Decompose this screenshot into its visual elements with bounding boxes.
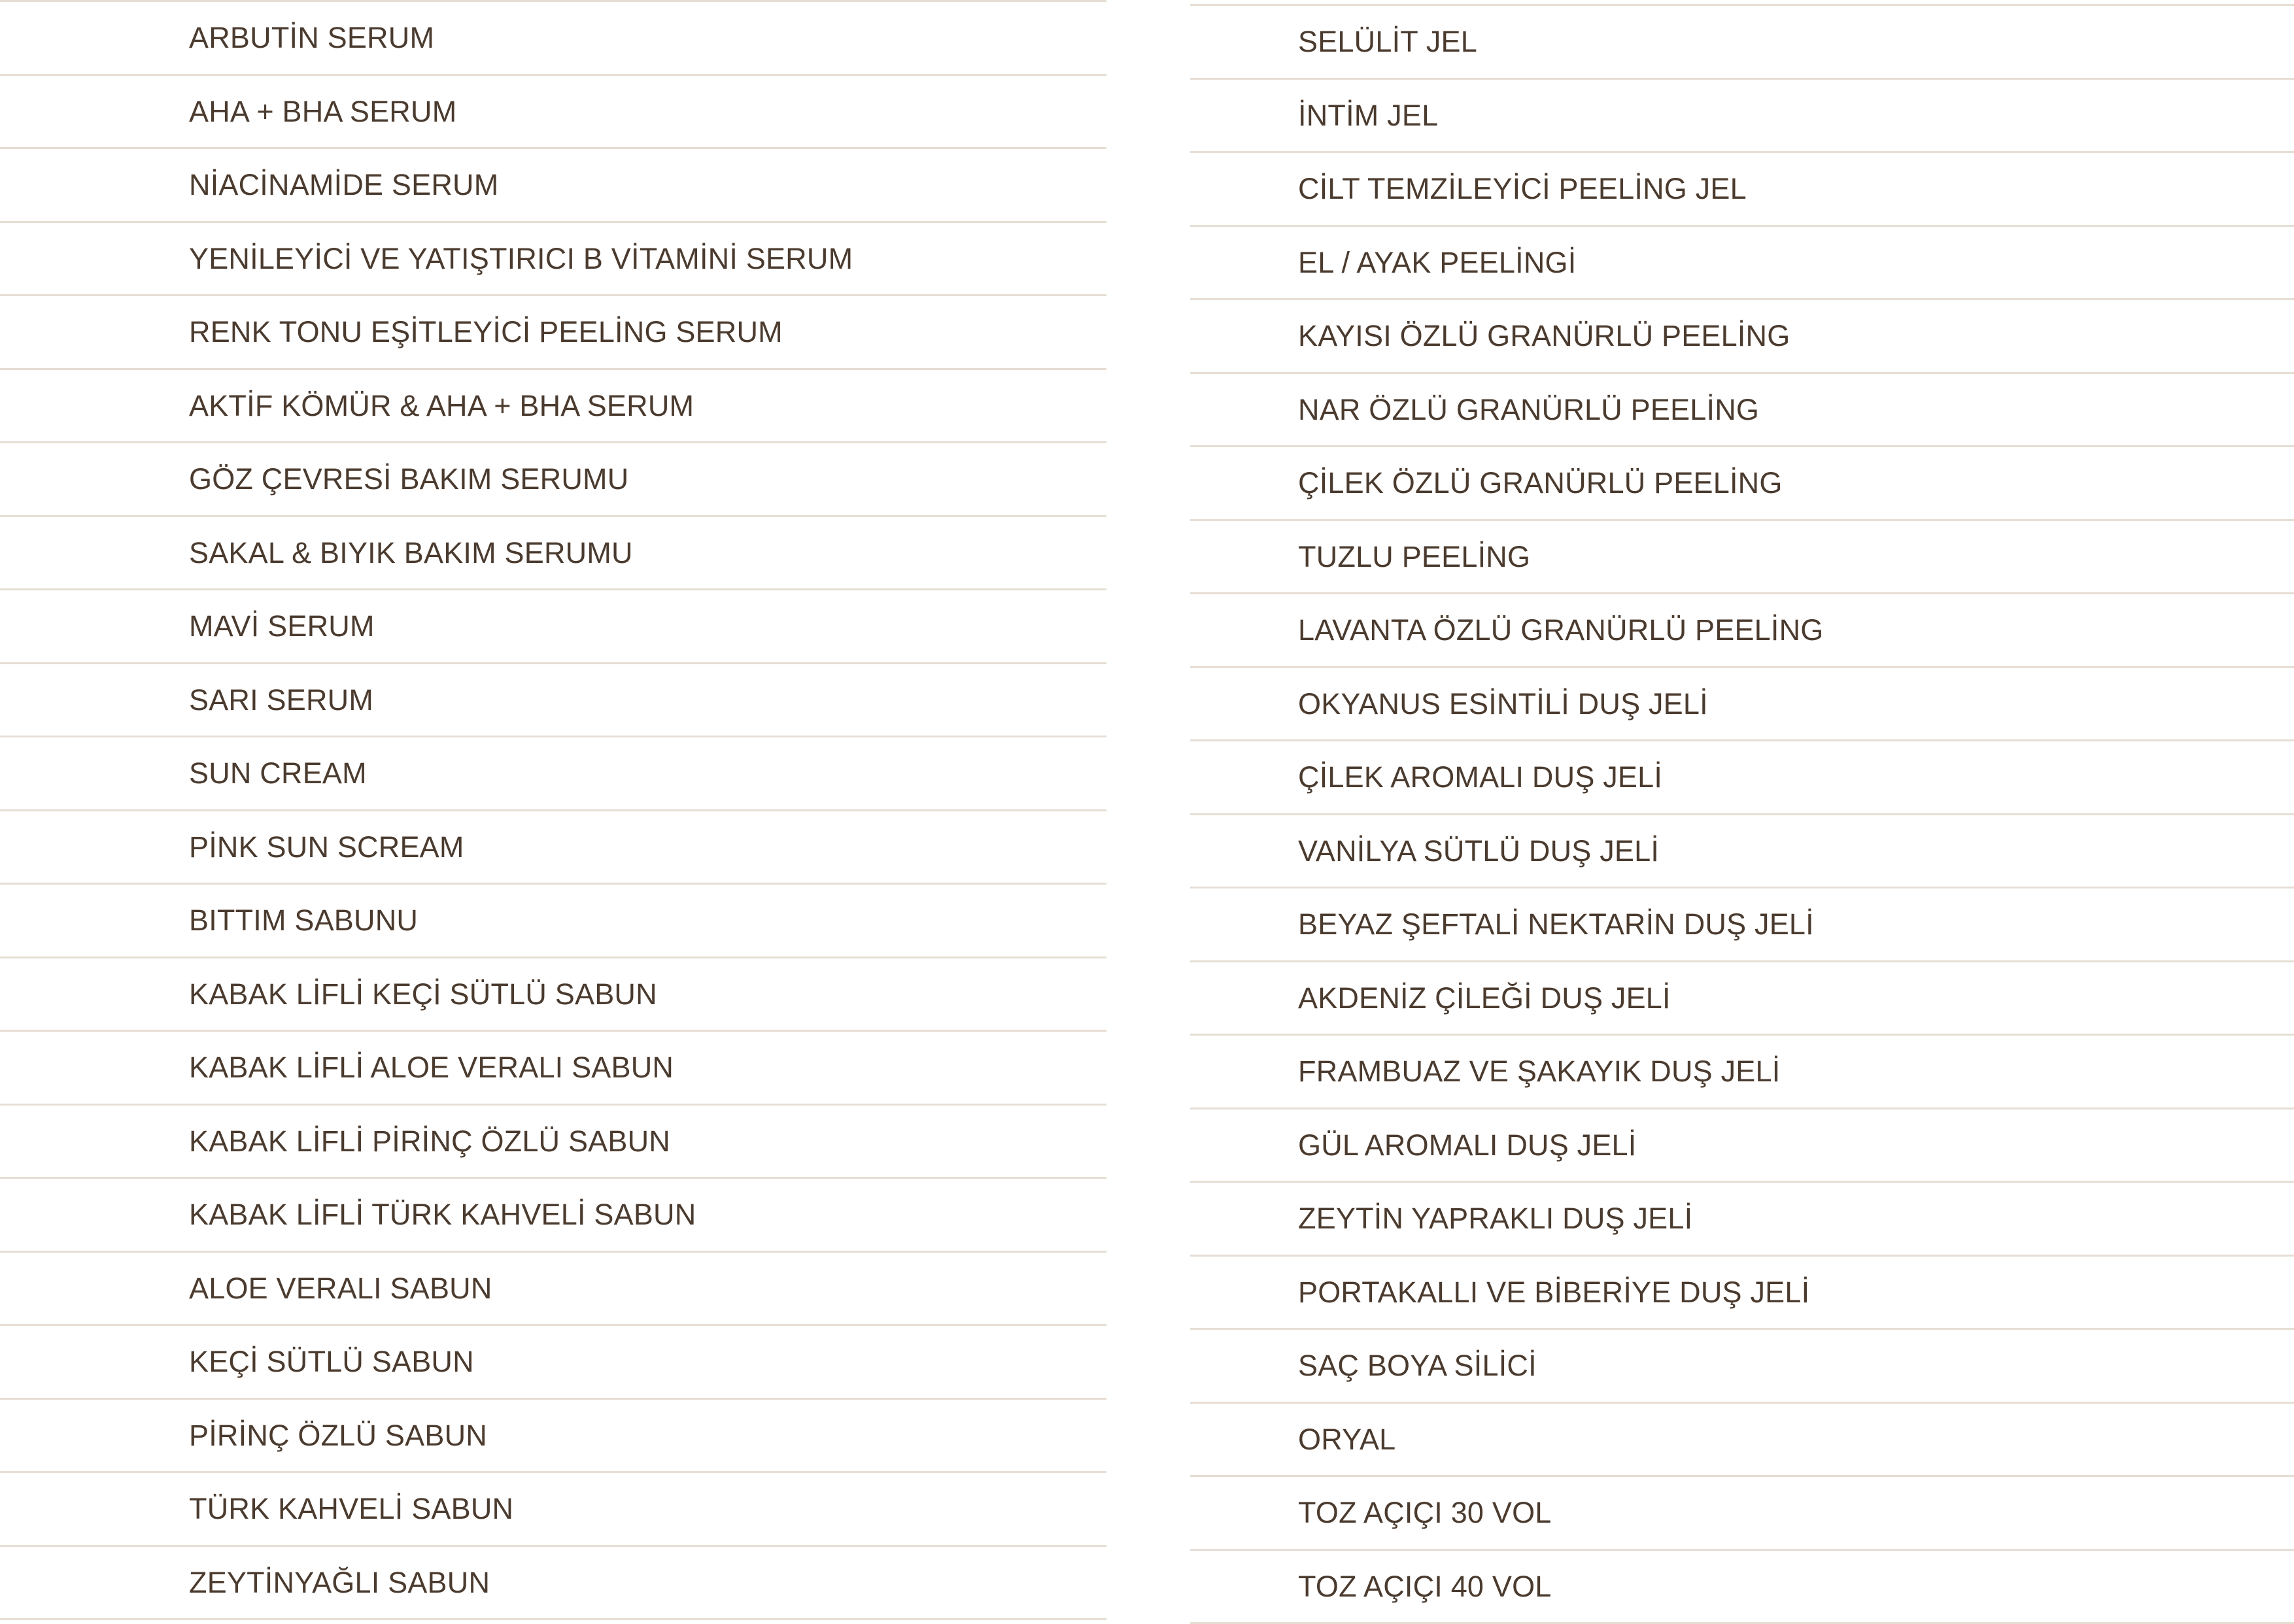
list-item [1190,447,2294,521]
list-item [1190,741,2294,815]
product-name: CİLT TEMZİLEYİCİ PEELİNG JEL [1298,174,1747,203]
list-item [1190,521,2294,595]
product-name: SARI SERUM [189,685,373,715]
product-name: MAVİ SERUM [189,611,375,641]
list-item [1190,1109,2294,1183]
product-name: TÜRK KAHVELİ SABUN [189,1494,513,1523]
list-item [0,149,1106,223]
product-name: KABAK LİFLİ KEÇİ SÜTLÜ SABUN [189,979,657,1009]
product-name: BITTIM SABUNU [189,905,418,935]
product-name: VANİLYA SÜTLÜ DUŞ JELİ [1298,836,1659,866]
product-name: RENK TONU EŞİTLEYİCİ PEELİNG SERUM [189,317,783,347]
product-name: NİACİNAMİDE SERUM [189,170,498,199]
product-name: ZEYTİNYAĞLI SABUN [189,1568,490,1597]
product-name: EL / AYAK PEELİNGİ [1298,248,1576,277]
product-name: SELÜLİT JEL [1298,27,1477,56]
list-item [1190,300,2294,374]
list-item [0,958,1106,1032]
product-name: KEÇİ SÜTLÜ SABUN [189,1347,474,1376]
left-product-list [0,0,1106,1620]
product-name: KAYISI ÖZLÜ GRANÜRLÜ PEELİNG [1298,321,1790,350]
list-item [1190,1404,2294,1478]
product-name: KABAK LİFLİ PİRİNÇ ÖZLÜ SABUN [189,1126,670,1156]
list-item [1190,888,2294,962]
list-item [0,370,1106,444]
product-name: PORTAKALLI VE BİBERİYE DUŞ JELİ [1298,1277,1809,1307]
list-item [0,664,1106,738]
product-name: OKYANUS ESİNTİLİ DUŞ JELİ [1298,689,1708,719]
list-item [0,1253,1106,1327]
product-name: ORYAL [1298,1425,1395,1454]
list-item [1190,80,2294,154]
list-item [0,885,1106,958]
list-item [1190,1551,2294,1624]
product-name: PİNK SUN SCREAM [189,832,464,862]
product-name: FRAMBUAZ VE ŞAKAYIK DUŞ JELİ [1298,1057,1780,1086]
list-item [1190,1477,2294,1551]
product-name: KABAK LİFLİ ALOE VERALI SABUN [189,1053,674,1082]
product-name: SUN CREAM [189,758,367,788]
list-item [0,2,1106,76]
product-name: ÇİLEK ÖZLÜ GRANÜRLÜ PEELİNG [1298,468,1783,498]
list-item [0,1106,1106,1179]
list-item [0,1473,1106,1547]
product-name: TOZ AÇIÇI 30 VOL [1298,1498,1552,1527]
product-name: ÇİLEK AROMALI DUŞ JELİ [1298,762,1662,792]
product-name: AKDENİZ ÇİLEĞİ DUŞ JELİ [1298,983,1671,1013]
list-item [1190,962,2294,1036]
product-name: LAVANTA ÖZLÜ GRANÜRLÜ PEELİNG [1298,615,1824,645]
list-item [1190,6,2294,80]
product-name: ZEYTİN YAPRAKLI DUŞ JELİ [1298,1204,1692,1233]
list-item [1190,1036,2294,1109]
list-item [1190,668,2294,742]
list-item [0,1032,1106,1106]
product-name: ARBUTİN SERUM [189,23,434,52]
list-item [0,296,1106,370]
product-name: SAKAL & BIYIK BAKIM SERUMU [189,538,633,567]
product-name: BEYAZ ŞEFTALİ NEKTARİN DUŞ JELİ [1298,909,1814,939]
list-item [0,1400,1106,1474]
product-name: SAÇ BOYA SİLİCİ [1298,1351,1537,1380]
product-name: AKTİF KÖMÜR & AHA + BHA SERUM [189,391,694,420]
list-item [1190,1183,2294,1257]
list-item [0,1326,1106,1400]
right-product-list [1190,4,2294,1624]
list-item [0,517,1106,591]
list-item [0,1547,1106,1621]
list-item [1190,153,2294,227]
product-name: AHA + BHA SERUM [189,97,456,126]
list-item [0,811,1106,885]
list-item [1190,227,2294,301]
list-item [0,737,1106,811]
product-name: ALOE VERALI SABUN [189,1274,492,1303]
product-name: KABAK LİFLİ TÜRK KAHVELİ SABUN [189,1200,696,1229]
list-item [1190,374,2294,448]
list-item [1190,1330,2294,1404]
product-name: TOZ AÇIÇI 40 VOL [1298,1572,1552,1601]
product-name: NAR ÖZLÜ GRANÜRLÜ PEELİNG [1298,395,1759,424]
list-item [1190,815,2294,889]
list-item [0,443,1106,517]
list-item [0,76,1106,150]
product-name: PİRİNÇ ÖZLÜ SABUN [189,1421,487,1450]
list-item [0,1179,1106,1253]
list-item [1190,1257,2294,1330]
list-item [0,590,1106,664]
product-name: YENİLEYİCİ VE YATIŞTIRICI B VİTAMİNİ SERUM [189,244,853,273]
product-name: GÜL AROMALI DUŞ JELİ [1298,1130,1636,1160]
list-item [1190,594,2294,668]
product-name: İNTİM JEL [1298,101,1438,130]
product-name: GÖZ ÇEVRESİ BAKIM SERUMU [189,464,628,494]
product-name: TUZLU PEELİNG [1298,542,1530,571]
list-item [0,223,1106,297]
